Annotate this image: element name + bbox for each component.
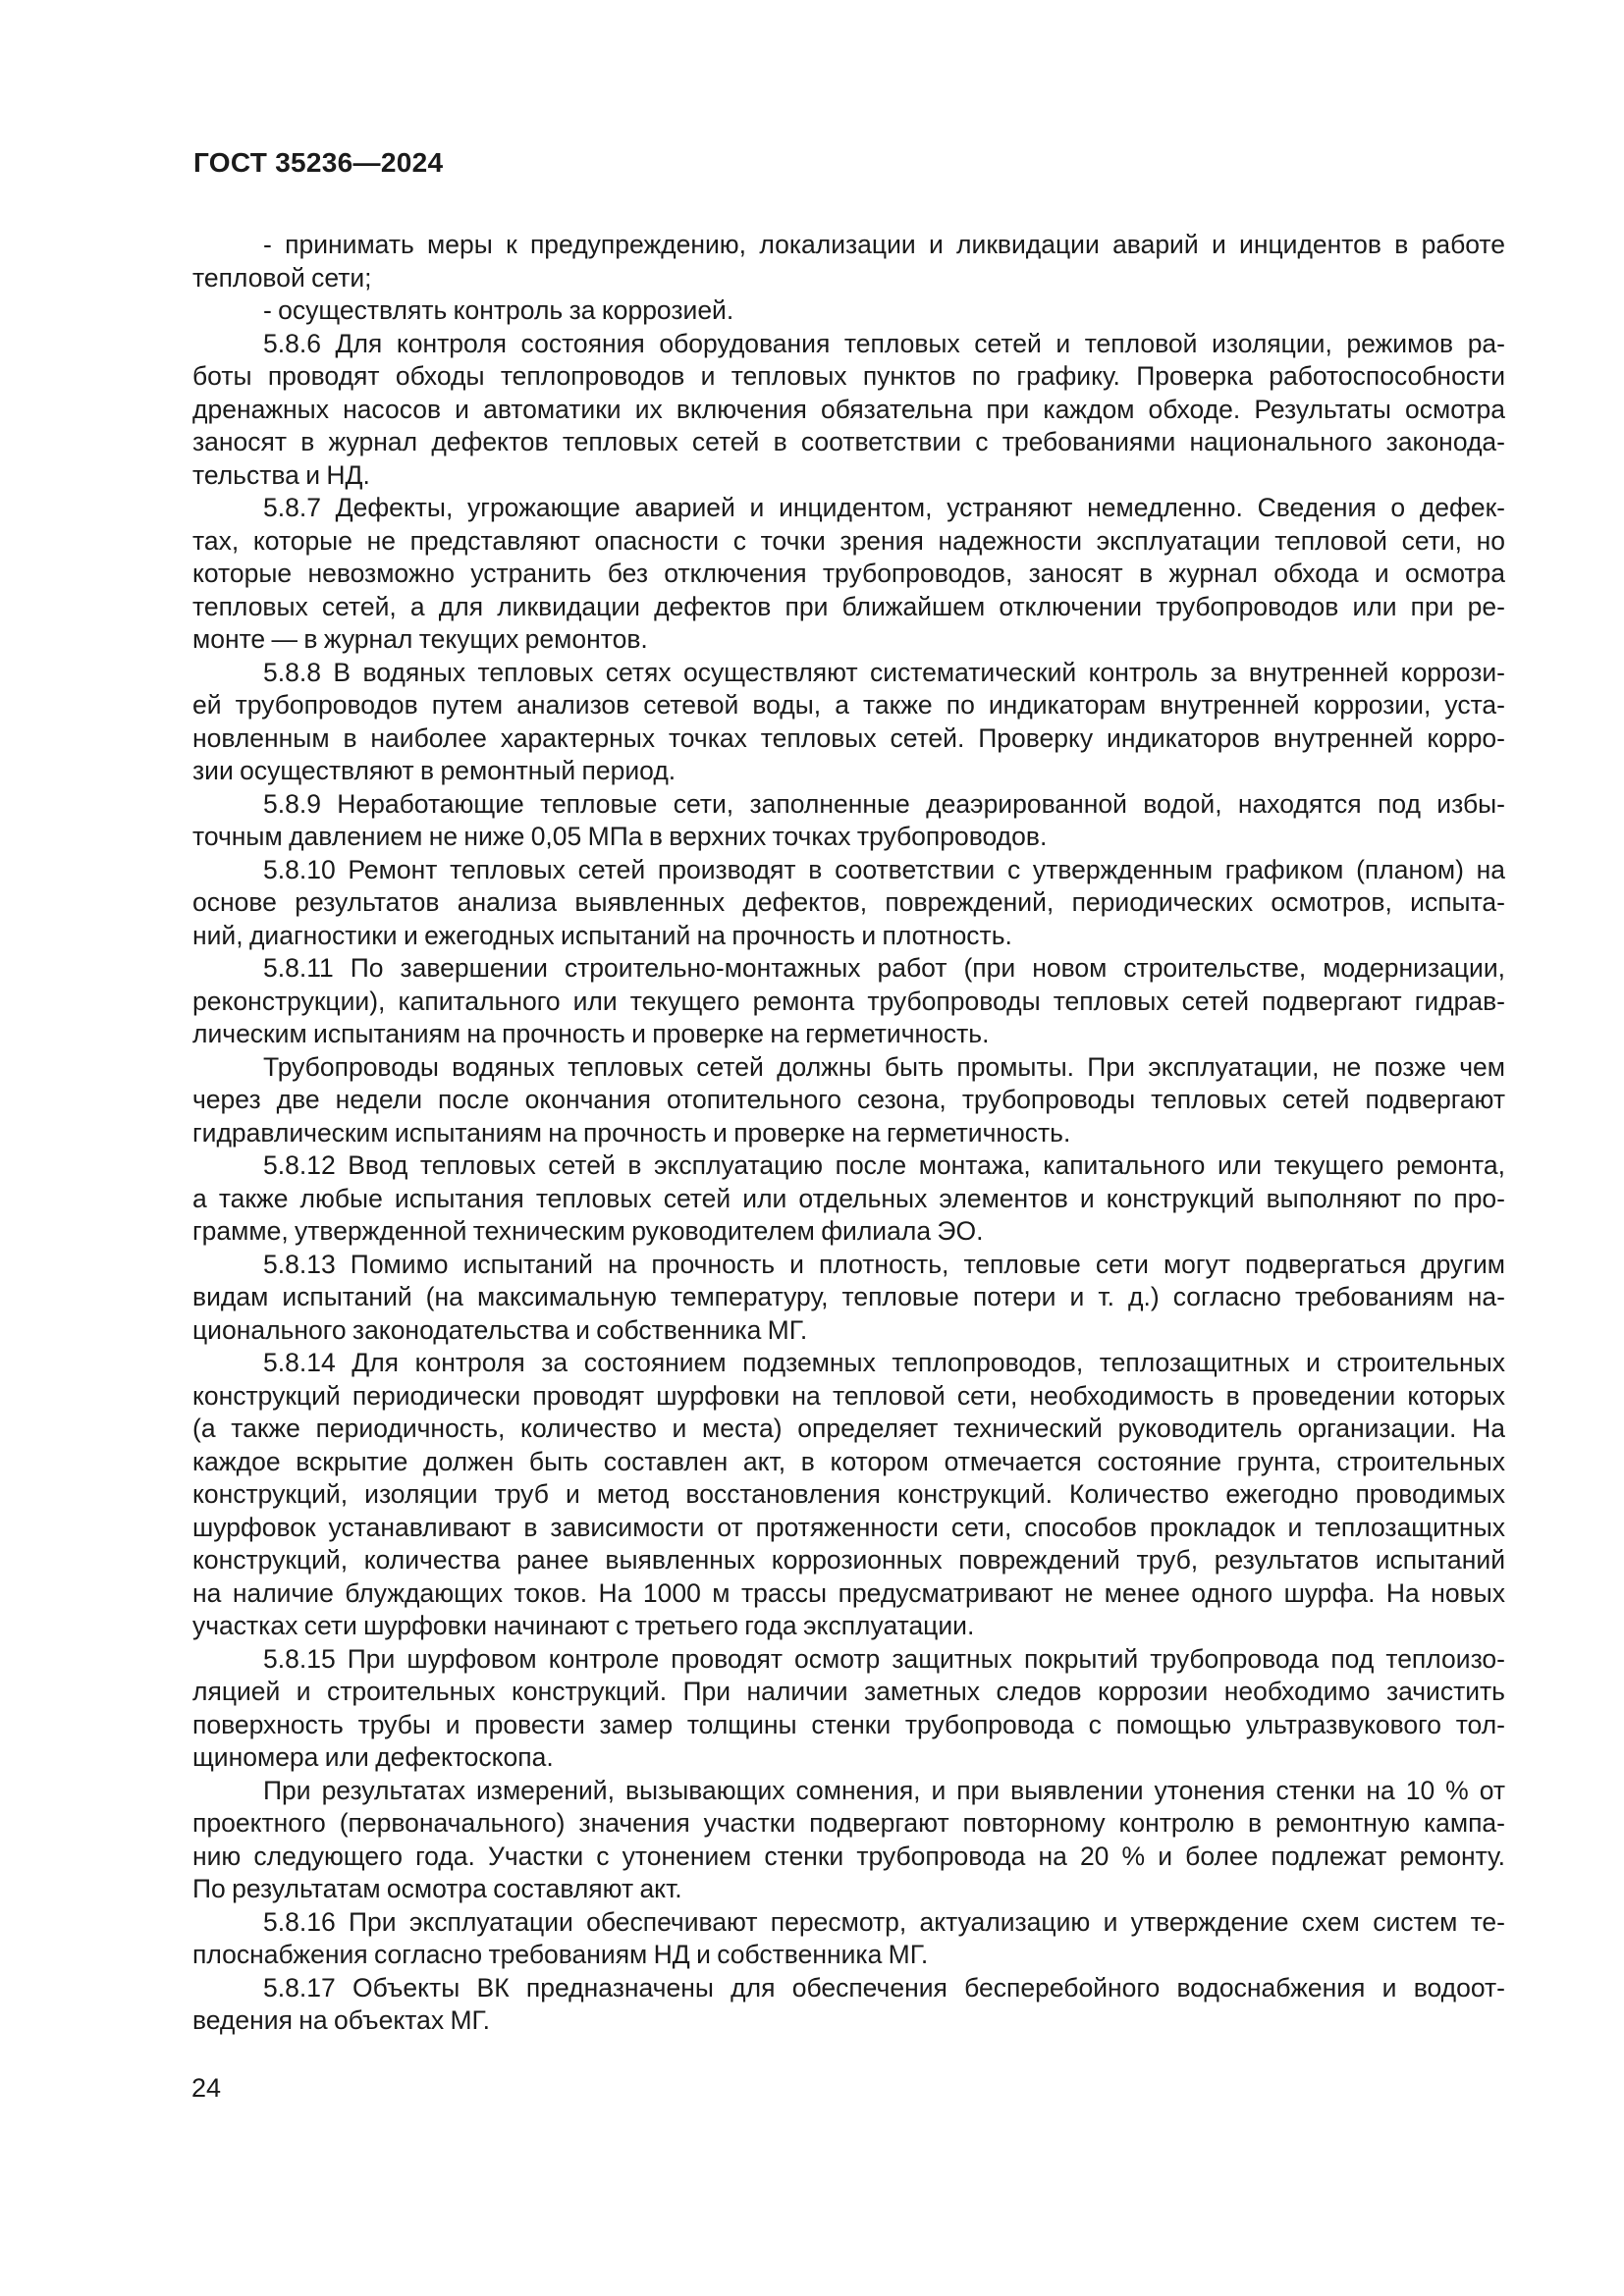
text-line: зии осуществляют в ремонтный период. xyxy=(192,756,677,785)
text-line: 5.8.8 В водяных тепловых сетях осуществляют систематический контроль за внутренней коррози- xyxy=(263,657,1505,687)
text-line: грамме, утвержденной техническим руководителем филиала ЭО. xyxy=(192,1216,984,1246)
text-line: 5.8.13 Помимо испытаний на прочность и плотность, тепловые сети могут подвергаться другим xyxy=(263,1249,1505,1279)
text-line: точным давлением не ниже 0,05 МПа в верхних точках трубопроводов. xyxy=(192,822,1048,851)
text-line: лическим испытаниям на прочность и проверке на герметичность. xyxy=(192,1019,990,1048)
text-line: ний, диагностики и ежегодных испытаний на прочность и плотность. xyxy=(192,920,1012,950)
text-line: монте — в журнал текущих ремонтов. xyxy=(192,624,648,654)
text-line: конструкций периодически проводят шурфовки на тепловой сети, необходимость в проведении которых xyxy=(192,1380,1505,1411)
text-line: конструкций, изоляции труб и метод восстановления конструкций. Количество ежегодно проводимых xyxy=(192,1479,1505,1509)
text-line: ей трубопроводов путем анализов сетевой воды, а также по индикаторам внутренней коррозии, уста- xyxy=(192,690,1505,720)
clause-5-8-15 xyxy=(192,1643,1505,1775)
text-line: реконструкции), капитального или текущего ремонта трубопроводы тепловых сетей подвергают гидрав- xyxy=(192,986,1505,1016)
text-line: ляцией и строительных конструкций. При наличии заметных следов коррозии необходимо зачистить xyxy=(192,1677,1505,1706)
clause-5-8-14 xyxy=(192,1347,1505,1643)
text-line: - принимать меры к предупреждению, локализации и ликвидации аварий и инцидентов в работе xyxy=(263,230,1505,259)
clause-5-8-7 xyxy=(192,492,1505,657)
text-line: 5.8.6 Для контроля состояния оборудования тепловых сетей и тепловой изоляции, режимов ра- xyxy=(263,328,1505,358)
text-line: проектного (первоначального) значения участки подвергают повторному контролю в ремонтную кампа- xyxy=(192,1808,1505,1838)
text-line: шурфовок устанавливают в зависимости от протяженности сети, способов прокладок и теплозащитных xyxy=(192,1512,1505,1542)
clause-5-8-13 xyxy=(192,1249,1505,1348)
text-line: щиномера или дефектоскопа. xyxy=(192,1742,554,1772)
clause-5-8-16 xyxy=(192,1906,1505,1972)
text-line: 5.8.14 Для контроля за состоянием подземных теплопроводов, теплозащитных и строительных xyxy=(263,1348,1505,1377)
text-line: ционального законодательства и собственника МГ. xyxy=(192,1314,808,1345)
text-line: поверхность трубы и провести замер толщины стенки трубопровода с помощью ультразвукового тол- xyxy=(192,1709,1505,1739)
text-line: гидравлическим испытаниям на прочность и проверке на герметичность. xyxy=(192,1117,1071,1148)
clause-5-8-6 xyxy=(192,328,1505,493)
para-flushing xyxy=(192,1051,1505,1150)
text-line: ведения на объектах МГ. xyxy=(192,2005,490,2035)
text-line: 5.8.7 Дефекты, угрожающие аварией и инцидентом, устраняют немедленно. Сведения о дефек- xyxy=(263,493,1505,522)
list-item-dash-1 xyxy=(192,229,1505,294)
text-line: боты проводят обходы теплопроводов и тепловых пунктов по графику. Проверка работоспособности xyxy=(192,361,1505,391)
text-line: видам испытаний (на максимальную температуру, тепловые потери и т. д.) согласно требованиям на- xyxy=(192,1282,1505,1311)
text-line: 5.8.9 Неработающие тепловые сети, заполненные деаэрированной водой, находятся под избы- xyxy=(263,788,1505,819)
text-line: которые невозможно устранить без отключения трубопроводов, заносят в журнал обхода и осмотра xyxy=(192,559,1505,588)
text-line: на наличие блуждающих токов. На 1000 м трассы предусматривают не менее одного шурфа. На новых xyxy=(192,1577,1505,1608)
document-header: ГОСТ 35236—2024 xyxy=(193,147,444,178)
text-line: (а также периодичность, количество и места) определяет технический руководитель организации. На xyxy=(192,1414,1505,1443)
clause-5-8-8 xyxy=(192,657,1505,788)
text-line: плоснабжения согласно требованиям НД и собственника МГ. xyxy=(192,1940,929,1969)
text-line: а также любые испытания тепловых сетей или отдельных элементов и конструкций выполняют по про- xyxy=(192,1183,1505,1213)
text-line: 5.8.16 При эксплуатации обеспечивают пересмотр, актуализацию и утверждение схем систем те- xyxy=(263,1906,1505,1937)
text-line: тах, которые не представляют опасности с точки зрения надежности эксплуатации тепловой сети, но xyxy=(192,525,1505,556)
text-line: 5.8.10 Ремонт тепловых сетей производят в соответствии с утвержденным графиком (планом) на xyxy=(263,854,1505,884)
text-line: 5.8.15 При шурфовом контроле проводят осмотр защитных покрытий трубопровода под теплоизо- xyxy=(263,1643,1505,1674)
text-line: нию следующего года. Участки с утонением стенки трубопровода на 20 % и более подлежат ремонту. xyxy=(192,1841,1505,1871)
text-line: 5.8.17 Объекты ВК предназначены для обеспечения бесперебойного водоснабжения и водоот- xyxy=(263,1972,1505,2002)
text-line: При результатах измерений, вызывающих сомнения, и при выявлении утонения стенки на 10 % от xyxy=(263,1775,1505,1805)
text-line: тепловых сетей, а для ликвидации дефектов при ближайшем отключении трубопроводов или при ре- xyxy=(192,591,1505,621)
text-line: основе результатов анализа выявленных дефектов, повреждений, периодических осмотров, испыта- xyxy=(192,887,1505,917)
text-line: заносят в журнал дефектов тепловых сетей в соответствии с требованиями национального законода- xyxy=(192,427,1505,456)
text-line: дренажных насосов и автоматики их включения обязательна при каждом обходе. Результаты осмотра xyxy=(192,394,1505,424)
text-line: Трубопроводы водяных тепловых сетей должны быть промыты. При эксплуатации, не позже чем xyxy=(263,1051,1505,1082)
text-line: По результатам осмотра составляют акт. xyxy=(192,1874,682,1903)
clause-5-8-11 xyxy=(192,952,1505,1051)
clause-5-8-9 xyxy=(192,788,1505,854)
clause-5-8-12 xyxy=(192,1149,1505,1249)
clause-5-8-17 xyxy=(192,1972,1505,2038)
text-line: 5.8.12 Ввод тепловых сетей в эксплуатацию после монтажа, капитального или текущего ремонта, xyxy=(263,1150,1505,1180)
text-line: через две недели после окончания отопительного сезона, трубопроводы тепловых сетей подвергают xyxy=(192,1085,1505,1114)
text-line: тельства и НД. xyxy=(192,459,370,490)
page-number: 24 xyxy=(191,2073,222,2103)
text-line: каждое вскрытие должен быть составлен акт, в котором отмечается состояние грунта, строительных xyxy=(192,1446,1505,1476)
text-line: 5.8.11 По завершении строительно-монтажных работ (при новом строительстве, модернизации, xyxy=(263,953,1505,983)
clause-5-8-10 xyxy=(192,854,1505,953)
para-measurement-results xyxy=(192,1775,1505,1906)
list-item-dash-2 xyxy=(192,294,1505,328)
text-line: конструкций, количества ранее выявленных коррозионных повреждений труб, результатов испытаний xyxy=(192,1545,1505,1575)
text-line: тепловой сети; xyxy=(192,262,372,293)
document-body xyxy=(192,229,1505,2038)
text-line: новленным в наиболее характерных точках тепловых сетей. Проверку индикаторов внутренней корро- xyxy=(192,722,1505,753)
text-line: участках сети шурфовки начинают с третьего года эксплуатации. xyxy=(192,1611,975,1640)
text-line: - осуществлять контроль за коррозией. xyxy=(263,295,734,325)
